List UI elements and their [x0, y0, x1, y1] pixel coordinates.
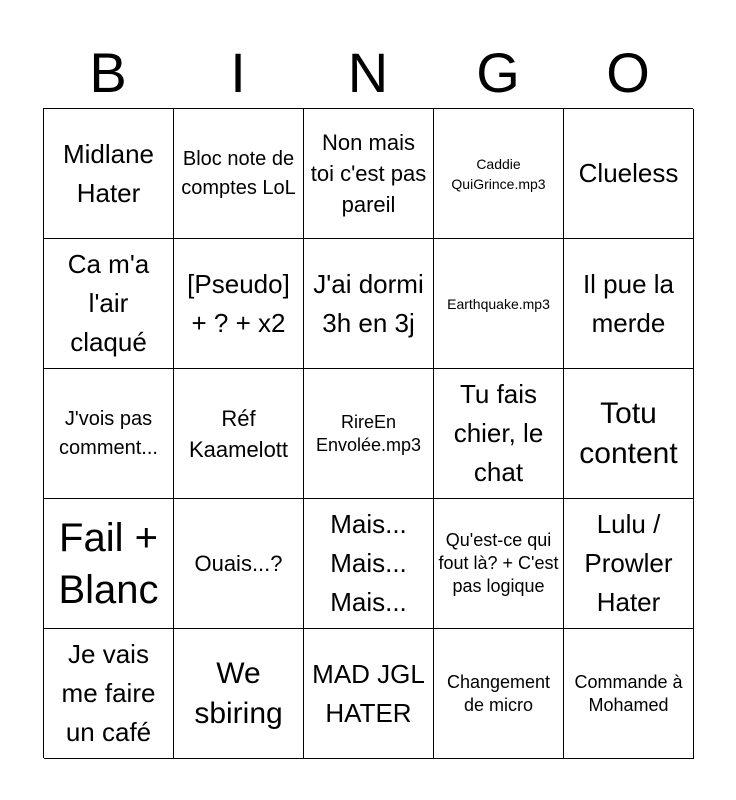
cell-text: Totu content: [579, 396, 678, 470]
cell-text: Il pue la merde: [582, 268, 675, 338]
bingo-cell-r4-c5[interactable]: [564, 499, 694, 629]
header-letter-g: G: [476, 41, 520, 104]
cell-text: J'vois pas comment...: [59, 407, 158, 459]
bingo-cell-r2-c2[interactable]: [174, 239, 304, 369]
cell-text: MAD JGL HATER: [312, 658, 425, 728]
bingo-cell-r5-c1[interactable]: [44, 629, 174, 759]
cell-text: Mais... Mais... Mais...: [330, 509, 407, 617]
bingo-cell-r3-c2[interactable]: [174, 369, 304, 499]
header-letter-o: O: [606, 41, 650, 104]
bingo-cell-r2-c3[interactable]: [304, 239, 434, 369]
bingo-cell-r5-c2[interactable]: [174, 629, 304, 759]
cell-text: Ca m'a l'air claqué: [67, 249, 150, 357]
bingo-cell-r3-c3[interactable]: [304, 369, 434, 499]
cell-text: We sbiring: [194, 656, 283, 730]
bingo-grid: [43, 108, 693, 758]
bingo-cell-r2-c5[interactable]: [564, 239, 694, 369]
cell-text: Ouais...?: [194, 551, 283, 576]
bingo-cell-r1-c4[interactable]: [434, 109, 564, 239]
bingo-cell-r3-c1[interactable]: [44, 369, 174, 499]
cell-text: Fail + Blanc: [58, 515, 159, 612]
cell-text: Commande à Mohamed: [574, 671, 683, 715]
bingo-cell-r1-c1[interactable]: [44, 109, 174, 239]
bingo-cell-r2-c1[interactable]: [44, 239, 174, 369]
cell-text: [Pseudo] + ? + x2: [187, 268, 290, 338]
cell-text: Tu fais chier, le chat: [453, 379, 544, 487]
header-letter-n: N: [347, 41, 389, 104]
bingo-cell-r5-c5[interactable]: [564, 629, 694, 759]
cell-text: Midlane Hater: [62, 138, 155, 208]
cell-text: Caddie QuiGrince.mp3: [451, 155, 546, 192]
cell-text: Non mais toi c'est pas pareil: [310, 130, 427, 217]
bingo-cell-r5-c4[interactable]: [434, 629, 564, 759]
header-letter-b: B: [89, 41, 127, 104]
bingo-cell-r4-c4[interactable]: [434, 499, 564, 629]
bingo-cell-r1-c2[interactable]: [174, 109, 304, 239]
cell-text: Lulu / Prowler Hater: [584, 509, 673, 617]
bingo-cell-r1-c5[interactable]: [564, 109, 694, 239]
cell-text: J'ai dormi 3h en 3j: [313, 268, 424, 338]
header-letter-i: I: [230, 41, 246, 104]
bingo-cell-r4-c1[interactable]: [44, 499, 174, 629]
bingo-cell-r3-c5[interactable]: [564, 369, 694, 499]
bingo-cell-r4-c3[interactable]: [304, 499, 434, 629]
bingo-cell-r2-c4[interactable]: [434, 239, 564, 369]
bingo-cell-r4-c2[interactable]: [174, 499, 304, 629]
bingo-cell-r1-c3[interactable]: [304, 109, 434, 239]
cell-text: Réf Kaamelott: [188, 405, 289, 462]
cell-text: Bloc note de comptes LoL: [181, 147, 296, 199]
cell-text: Je vais me faire un café: [61, 639, 156, 747]
cell-text: RireEn Envolée.mp3: [315, 411, 422, 455]
bingo-cell-r3-c4[interactable]: [434, 369, 564, 499]
cell-text: Changement de micro: [446, 671, 551, 715]
bingo-header: [43, 38, 693, 108]
cell-text: Clueless: [578, 158, 679, 188]
cell-text: Qu'est-ce qui fout là? + C'est pas logique: [438, 530, 559, 596]
bingo-cell-r5-c3[interactable]: [304, 629, 434, 759]
cell-text: Earthquake.mp3: [447, 295, 550, 312]
